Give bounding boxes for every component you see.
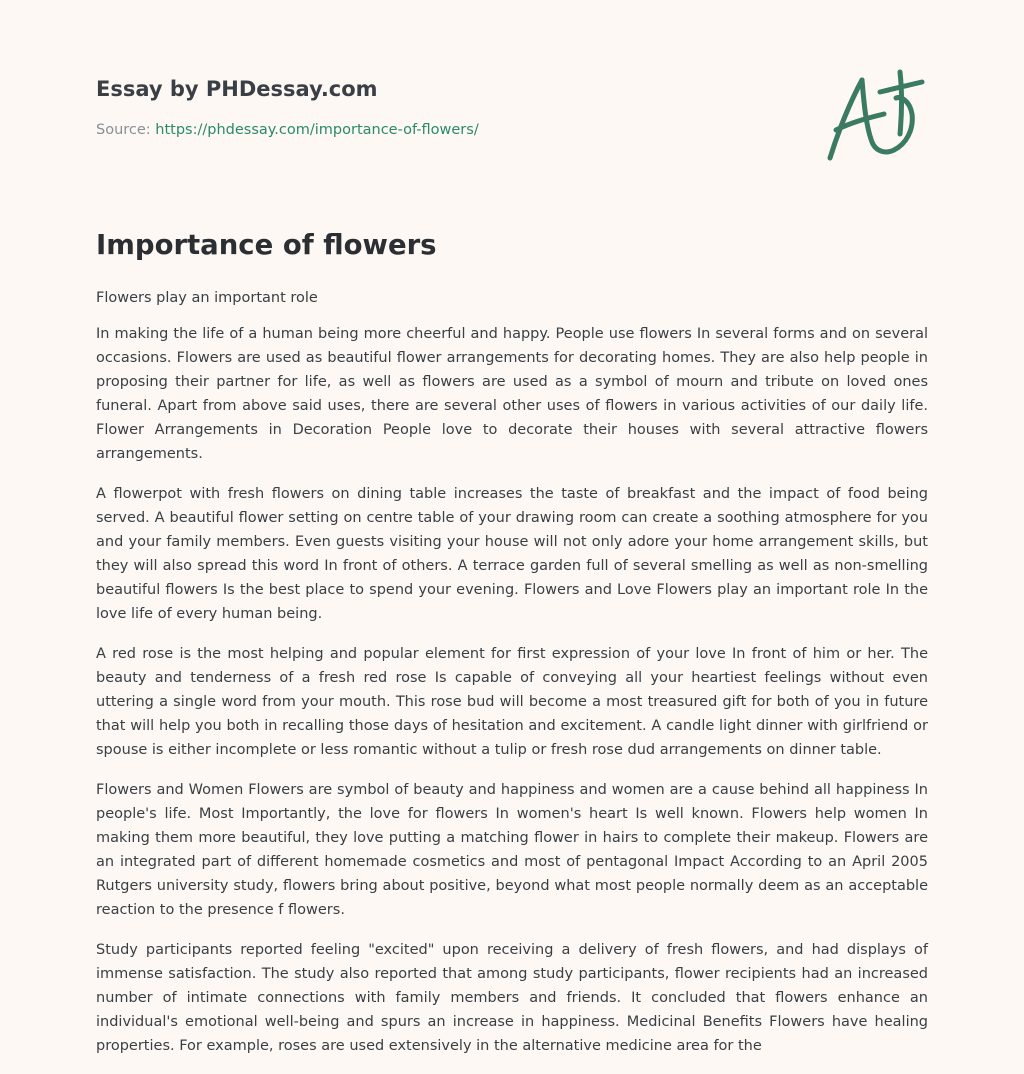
essay-paragraph: Flowers and Women Flowers are symbol of beauty and happiness and women are a cause behind all happiness In people's life. Most Importantly, the love for flowers In women's heart Is well known. Flowers help women In making them more beautiful, they love putting a matching flower in hairs to complete their makeup. Flowers are an integrated part of different homemade cosmetics and most of pentagonal Impact According to an April 2005 Rutgers university study, flowers bring about positive, beyond what most people normally deem as an acceptable reaction to the presence f flowers.: [96, 782, 928, 918]
a-plus-logo-icon: [822, 68, 928, 164]
essay-title: Importance of flowers: [96, 229, 437, 261]
brand-title: Essay by PHDessay.com: [96, 77, 378, 101]
essay-header: [96, 74, 479, 140]
essay-subtitle: Flowers play an important role: [96, 290, 318, 306]
essay-paragraph: In making the life of a human being more cheerful and happy. People use flowers In several forms and on several occasions. Flowers are used as beautiful flower arrangements for decorating homes. They are also help people in proposing their partner for life, as well as flowers are used as a symbol of mourn and tribute on loved ones funeral. Apart from above said uses, there are several other uses of flowers in various activities of our daily life. Flower Arrangements in Decoration People love to decorate their houses with several attractive flowers arrangements.: [96, 326, 928, 462]
essay-paragraph: A flowerpot with fresh flowers on dining table increases the taste of breakfast and the impact of food being served. A beautiful flower setting on centre table of your drawing room can create a soothing atmosphere for you and your family members. Even guests visiting your house will not only adore your home arrangement skills, but they will also spread this word In front of others. A terrace garden full of several smelling as well as non-smelling beautiful flowers Is the best place to spend your evening. Flowers and Love Flowers play an important role In the love life of every human being.: [96, 486, 928, 622]
essay-paragraph: A red rose is the most helping and popular element for first expression of your love In front of him or her. The beauty and tenderness of a fresh red rose Is capable of conveying all your heartiest feelings without even uttering a single word from your mouth. This rose bud will become a most treasured gift for both of you in future that will help you both in recalling those days of hesitation and excitement. A candle light dinner with girlfriend or spouse is either incomplete or less romantic without a tulip or fresh rose dud arrangements on dinner table.: [96, 646, 928, 758]
source-link[interactable]: https://phdessay.com/importance-of-flowers/: [155, 122, 479, 138]
source-line: [96, 120, 479, 140]
essay-content: [96, 226, 928, 1074]
source-label: Source:: [96, 122, 151, 138]
essay-paragraph: Study participants reported feeling "excited" upon receiving a delivery of fresh flowers, and had displays of immense satisfaction. The study also reported that among study participants, flower recipients had an increased number of intimate connections with family members and friends. It concluded that flowers enhance an individual's emotional well-being and spurs an increase in happiness. Medicinal Benefits Flowers have healing properties. For example, roses are used extensively in the alternative medicine area for the: [96, 942, 928, 1054]
